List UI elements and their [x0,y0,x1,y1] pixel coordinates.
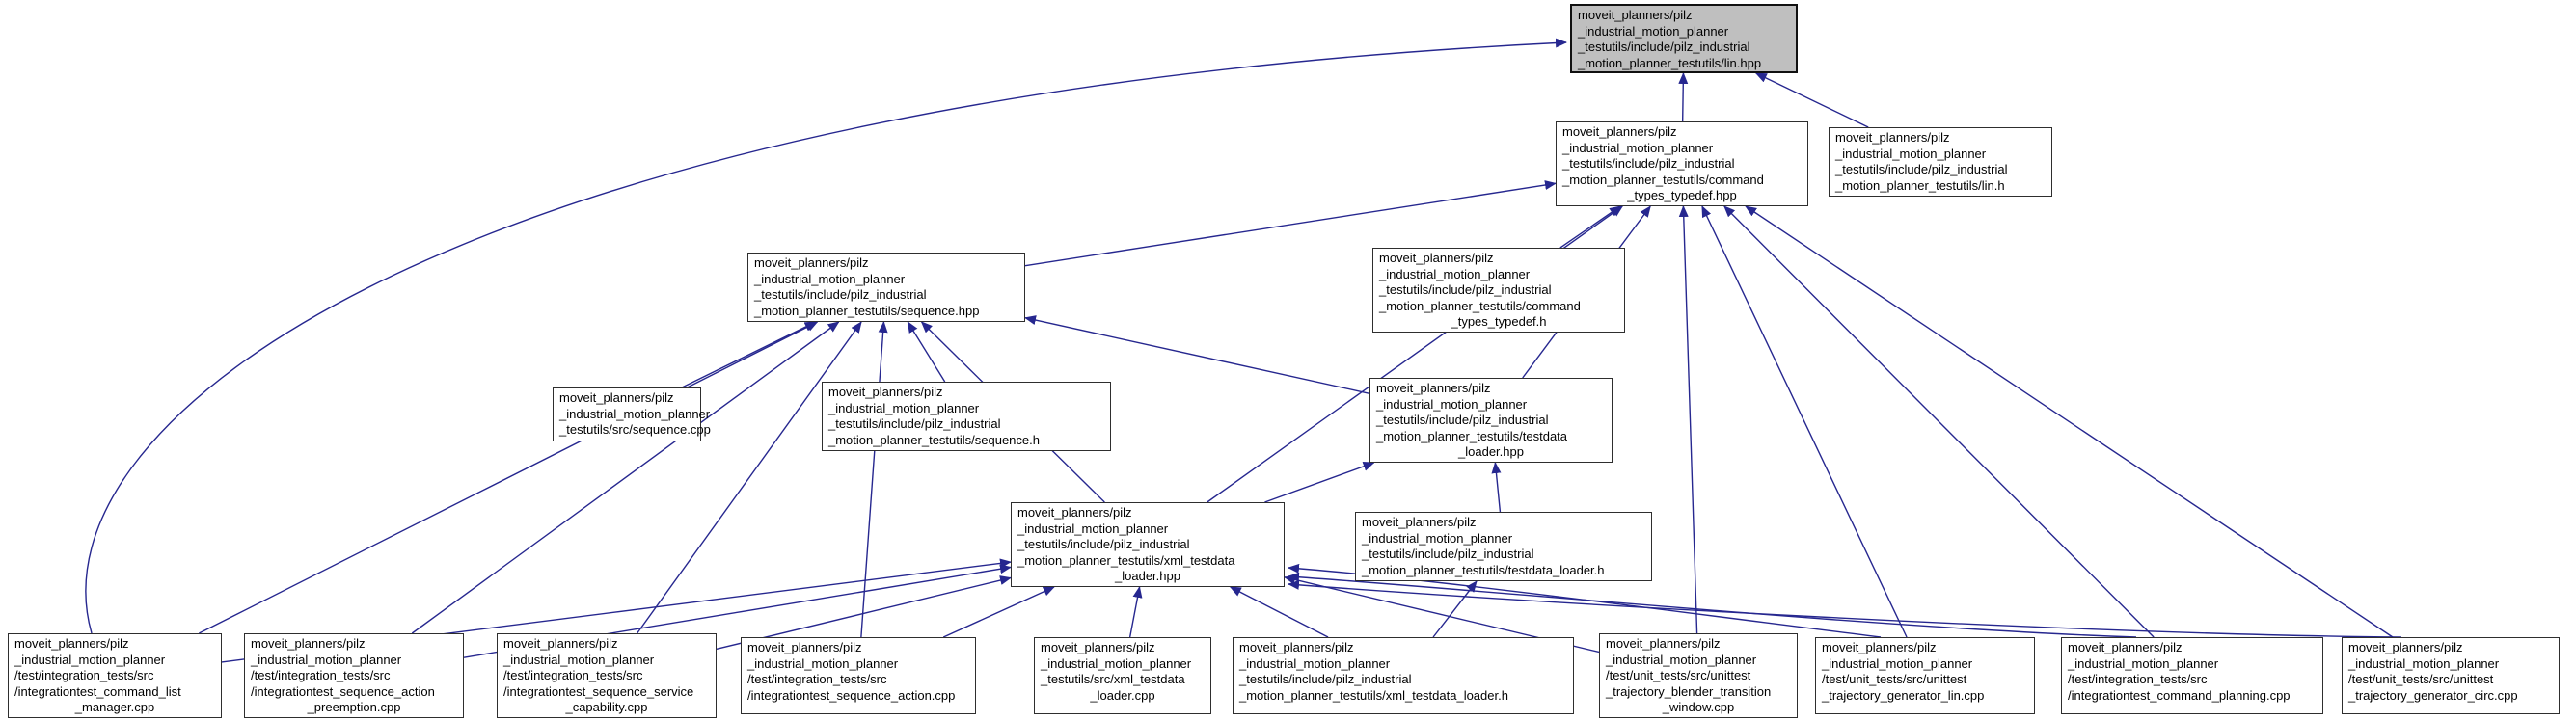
node-label-line: _motion_planner_testutils/lin.h [1835,177,2005,193]
node-label-line: _testutils/include/pilz_industrial [828,416,1001,431]
include-edge-it-command-list-manager-cpp>lin-hpp [86,42,1566,633]
node-label-line: moveit_planners/pilz [2068,640,2183,654]
node-label-line: _testutils/include/pilz_industrial [754,287,927,302]
node-label-line: _industrial_motion_planner [559,406,711,421]
node-label-line: _industrial_motion_planner [754,271,906,286]
node-label-line: _industrial_motion_planner [503,652,655,667]
graph-node-xml-testdata-loader-cpp[interactable] [1034,637,1211,714]
node-label-line: _capability.cpp [565,700,648,714]
node-label-line: moveit_planners/pilz [559,390,674,405]
node-label-line: _motion_planner_testutils/testdata_loader.h [1362,562,1605,577]
node-label-line: _motion_planner_testutils/xml_testdata [1017,552,1235,568]
node-label-line: moveit_planners/pilz [1041,640,1155,654]
graph-node-xml-testdata-loader-hpp[interactable] [1011,502,1285,587]
graph-node-xml-testdata-loader-h[interactable] [1233,637,1574,714]
node-label-line: _industrial_motion_planner [1379,266,1531,281]
graph-node-testdata-loader-hpp[interactable] [1369,378,1613,463]
graph-node-it-sequence-service-capability-cpp[interactable] [497,633,717,718]
node-label-line: moveit_planners/pilz [503,636,618,651]
node-label-line: _testutils/include/pilz_industrial [1578,40,1750,54]
node-label-line: _industrial_motion_planner [747,655,899,671]
include-edge-it-command-planning-cpp>command-types-typedef-hpp [1724,206,2154,637]
node-label-line: moveit_planners/pilz [1835,130,1950,145]
node-label-line: _industrial_motion_planner [2348,655,2500,671]
node-label-line: _trajectory_generator_circ.cpp [2348,687,2518,703]
node-label-line: _industrial_motion_planner [251,652,402,667]
include-edge-xml-testdata-loader-h>xml-testdata-loader-hpp [1231,587,1328,637]
node-label-line: /integrationtest_sequence_action [251,683,435,699]
graph-node-sequence-h[interactable] [822,382,1111,451]
node-label-line: _industrial_motion_planner [1822,655,1973,671]
node-label-line: _types_typedef.hpp [1627,188,1737,202]
graph-node-ut-trajectory-blender-transition-window-cpp[interactable] [1599,633,1798,718]
node-label-line: _industrial_motion_planner [1562,140,1714,155]
include-edge-ut-trajectory-generator-lin-cpp>command-types-typedef-hpp [1702,206,1907,637]
node-label-line: _testutils/include/pilz_industrial [1379,282,1552,297]
include-edge-xml-testdata-loader-hpp>testdata-loader-hpp [1264,463,1373,502]
include-edge-xml-testdata-loader-cpp>xml-testdata-loader-hpp [1130,587,1140,637]
node-label-line: _motion_planner_testutils/sequence.hpp [754,303,980,318]
graph-node-sequence-hpp[interactable] [747,253,1025,322]
node-label-line: moveit_planners/pilz [1239,640,1354,654]
node-label-line: _trajectory_generator_lin.cpp [1822,687,1985,703]
node-label-line: _window.cpp [1662,700,1735,714]
graph-node-it-command-list-manager-cpp[interactable] [8,633,222,718]
node-label-line: _industrial_motion_planner [828,400,980,415]
node-label-line: _industrial_motion_planner [1835,146,1987,161]
include-edge-it-command-list-manager-cpp>sequence-hpp [199,322,817,633]
node-label-line: _testutils/src/sequence.cpp [559,422,711,437]
include-edge-ut-trajectory-generator-circ-cpp>command-types-typedef-hpp [1746,206,2393,637]
node-label-line: _industrial_motion_planner [1362,530,1513,546]
node-label-line: _motion_planner_testutils/xml_testdata_loader.h [1239,687,1508,703]
node-label-line: _testutils/include/pilz_industrial [1376,413,1549,427]
include-edge-testdata-loader-h>testdata-loader-hpp [1495,463,1500,512]
include-edge-sequence-h>sequence-hpp [908,322,944,382]
graph-node-command-types-typedef-hpp[interactable] [1556,121,1808,206]
include-edge-ut-trajectory-generator-circ-cpp>xml-testdata-loader-hpp [1288,584,2401,637]
node-label-line: /test/unit_tests/src/unittest [2348,672,2494,686]
node-label-line: moveit_planners/pilz [754,255,869,270]
node-label-line: /test/unit_tests/src/unittest [1822,672,1967,686]
node-label-line: _motion_planner_testutils/testdata [1376,428,1568,443]
node-label-line: moveit_planners/pilz [1017,505,1132,520]
node-label-line: _industrial_motion_planner [1578,23,1729,39]
include-edge-command-types-typedef-h>command-types-typedef-hpp [1560,206,1620,248]
node-label-line: /test/integration_tests/src [251,668,391,682]
node-label-line: _industrial_motion_planner [1017,521,1169,536]
node-label-line: /test/integration_tests/src [503,668,643,682]
node-label-line: _testutils/src/xml_testdata [1041,672,1185,686]
node-label-line: _industrial_motion_planner [2068,655,2219,671]
node-label-line: _preemption.cpp [307,700,401,714]
node-label-line: moveit_planners/pilz [828,385,943,399]
node-label-line: _motion_planner_testutils/command [1379,298,1581,313]
node-label-line: _loader.hpp [1115,569,1180,583]
node-label-line: moveit_planners/pilz [1376,381,1491,395]
node-label-line: _industrial_motion_planner [14,652,166,667]
node-label-line: _motion_planner_testutils/lin.hpp [1578,55,1762,70]
graph-node-ut-trajectory-generator-circ-cpp[interactable] [2342,637,2560,714]
node-label-line: _testutils/include/pilz_industrial [1362,547,1534,561]
node-label-line: _industrial_motion_planner [1041,655,1192,671]
graph-node-testdata-loader-h[interactable] [1355,512,1652,581]
node-label-line: _testutils/include/pilz_industrial [1562,156,1735,171]
graph-node-command-types-typedef-h[interactable] [1372,248,1625,333]
node-label-line: moveit_planners/pilz [747,640,862,654]
node-label-line: /test/unit_tests/src/unittest [1606,668,1751,682]
node-label-line: moveit_planners/pilz [1822,640,1937,654]
node-label-line: _testutils/include/pilz_industrial [1239,672,1412,686]
graph-node-sequence-cpp[interactable] [553,387,711,441]
include-edge-ut-trajectory-blender-transition-window-cpp>command-types-typedef-hpp [1683,206,1696,633]
include-edge-it-sequence-action-preemption-cpp>sequence-hpp [412,322,838,633]
include-edge-it-sequence-action-cpp>xml-testdata-loader-hpp [943,587,1054,637]
node-label-line: /test/integration_tests/src [2068,672,2208,686]
node-label-line: _trajectory_blender_transition [1606,683,1772,699]
graph-node-lin-h[interactable] [1829,127,2052,197]
node-label-line: moveit_planners/pilz [1362,515,1477,529]
node-label-line: /integrationtest_command_list [14,683,181,699]
node-label-line: _industrial_motion_planner [1239,655,1391,671]
graph-node-ut-trajectory-generator-lin-cpp[interactable] [1815,637,2035,714]
node-label-line: _testutils/include/pilz_industrial [1017,537,1190,551]
node-label-line: moveit_planners/pilz [1606,636,1721,651]
node-label-line: _industrial_motion_planner [1376,396,1528,412]
node-label-line: /test/integration_tests/src [14,668,154,682]
node-label-line: _testutils/include/pilz_industrial [1835,162,2008,176]
node-label-line: _loader.cpp [1090,687,1155,703]
node-label-line: /integrationtest_sequence_service [503,683,694,699]
graph-node-it-sequence-action-preemption-cpp[interactable] [244,633,464,718]
include-edge-it-command-planning-cpp>xml-testdata-loader-hpp [1288,576,2136,637]
include-edge-command-types-typedef-hpp>lin-hpp [1683,73,1684,121]
graph-node-it-sequence-action-cpp[interactable] [741,637,976,714]
node-label-line: _types_typedef.h [1451,314,1547,329]
node-label-line: _motion_planner_testutils/command [1562,172,1764,187]
node-label-line: moveit_planners/pilz [14,636,129,651]
include-edge-sequence-cpp>sequence-hpp [682,322,816,387]
node-label-line: moveit_planners/pilz [251,636,366,651]
node-label-line: /integrationtest_sequence_action.cpp [747,687,956,703]
node-label-line: _motion_planner_testutils/sequence.h [828,432,1040,447]
node-label-line: _loader.hpp [1458,444,1524,459]
node-label-line: moveit_planners/pilz [1562,124,1677,139]
node-label-line: /integrationtest_command_planning.cpp [2068,687,2291,703]
node-label-line: moveit_planners/pilz [1578,8,1693,22]
node-label-line: moveit_planners/pilz [1379,251,1494,265]
include-edge-lin-h>lin-hpp [1756,73,1868,127]
graph-node-lin-hpp[interactable] [1570,4,1798,73]
node-label-line: _manager.cpp [74,700,155,714]
node-label-line: moveit_planners/pilz [2348,640,2463,654]
node-label-line: /test/integration_tests/src [747,672,887,686]
node-label-line: _industrial_motion_planner [1606,652,1757,667]
graph-node-it-command-planning-cpp[interactable] [2061,637,2323,714]
include-edge-it-sequence-service-capability-cpp>sequence-hpp [637,322,861,633]
